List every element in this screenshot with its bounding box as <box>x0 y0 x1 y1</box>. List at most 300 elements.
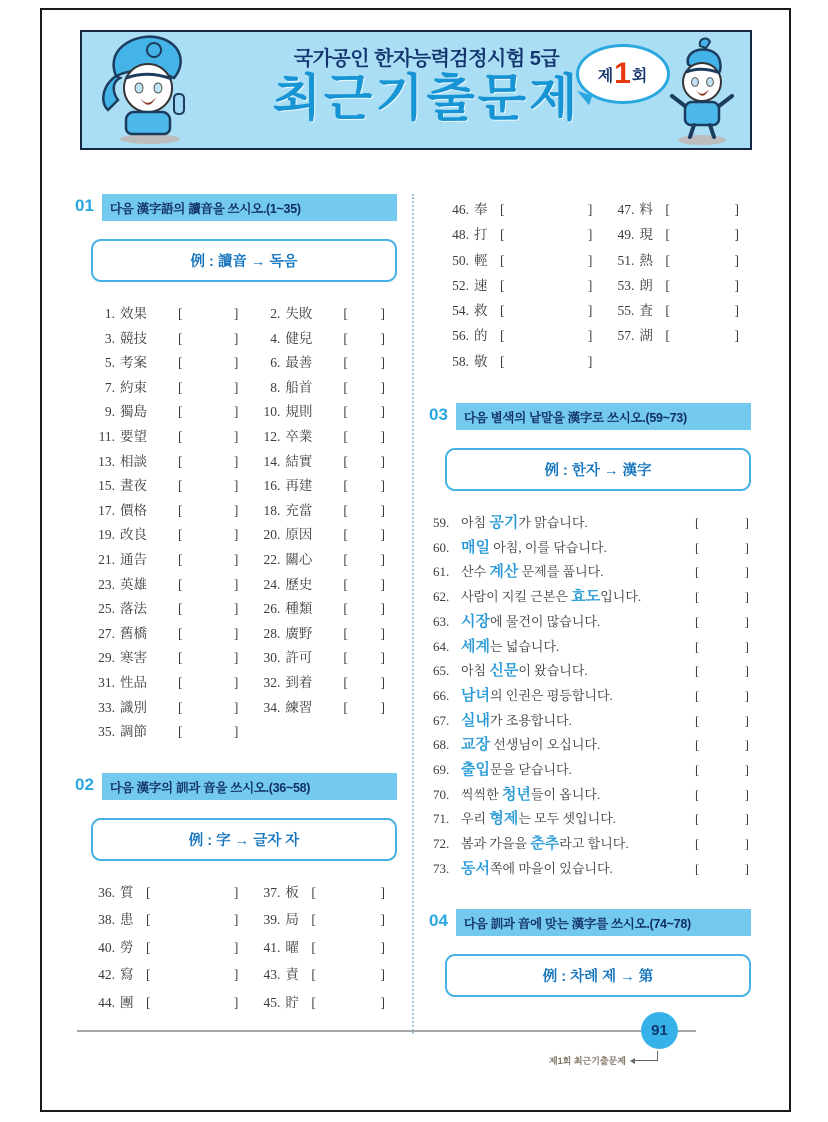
answer-bracket-close: ] <box>380 428 385 444</box>
answer-brackets <box>695 639 751 655</box>
sentence-text <box>461 560 603 581</box>
answer-bracket-close: ] <box>744 687 749 703</box>
question-item <box>85 597 250 622</box>
answer-bracket-open: [ <box>178 355 183 371</box>
sentence-item <box>433 585 751 610</box>
answer-bracket-open: [ <box>311 939 316 955</box>
answer-bracket-open: [ <box>311 967 316 983</box>
answer-bracket-close: ] <box>380 478 385 494</box>
answer-bracket-open: [ <box>343 478 348 494</box>
answer-bracket-close: ] <box>744 786 749 802</box>
hanja-word: 廣野 <box>285 625 313 641</box>
answer-bracket-open: [ <box>343 330 348 346</box>
sentence-pre: 아침 <box>461 663 490 679</box>
banner-titles <box>242 42 612 126</box>
question-item <box>85 499 250 524</box>
answer-bracket-open: [ <box>178 527 183 543</box>
hanja-word: 相談 <box>120 453 147 469</box>
highlight-word: 청년 <box>501 785 531 803</box>
hanja-word: 結實 <box>285 453 313 469</box>
question-item <box>604 299 751 324</box>
answer-bracket-open: [ <box>695 539 700 555</box>
hanja-word: 勞 <box>120 939 134 955</box>
sentence-post: 에 물건이 많습니다. <box>489 613 601 629</box>
question-item <box>85 400 250 425</box>
answer-bracket-open: [ <box>178 379 183 395</box>
hanja-word: 晝夜 <box>120 478 147 494</box>
question-item <box>250 327 397 352</box>
answer-bracket-close: ] <box>233 650 239 666</box>
answer-bracket-close: ] <box>744 836 749 852</box>
answer-bracket-open: [ <box>695 613 700 629</box>
answer-brackets <box>695 614 751 630</box>
question-item <box>250 499 397 524</box>
question-number: 56. <box>452 328 469 344</box>
example-box-3: 例 : 한자 → 漢字 <box>445 448 751 491</box>
question-item <box>85 573 250 598</box>
answer-bracket-close: ] <box>587 252 593 268</box>
answer-bracket-close: ] <box>233 306 239 321</box>
answer-bracket-open: [ <box>178 428 183 444</box>
question-item <box>250 302 397 327</box>
question-item <box>604 249 751 274</box>
hanja-word: 調節 <box>120 724 147 740</box>
question-number: 14. <box>263 453 281 469</box>
page <box>40 8 791 1112</box>
answer-bracket-open: [ <box>665 227 670 243</box>
answer-bracket-close: ] <box>744 564 749 580</box>
question-item <box>250 963 397 991</box>
answer-brackets <box>695 737 751 753</box>
hanja-word: 關心 <box>285 551 313 567</box>
answer-bracket-close: ] <box>380 674 385 690</box>
highlight-word: 계산 <box>489 563 519 581</box>
question-item <box>85 646 250 671</box>
footer-caption <box>549 1054 658 1067</box>
highlight-word: 실내 <box>461 711 490 729</box>
sentence-post: 입니다. <box>600 589 642 605</box>
answer-bracket-close: ] <box>380 404 385 420</box>
answer-bracket-open: [ <box>500 227 505 243</box>
sentence-post: 가 조용합니다. <box>489 712 572 728</box>
answer-bracket-open: [ <box>500 328 505 344</box>
answer-bracket-close: ] <box>380 884 385 900</box>
question-item <box>85 991 250 1019</box>
question-item <box>439 198 604 223</box>
hanja-word: 敬 <box>474 353 488 369</box>
question-number: 70. <box>433 786 450 802</box>
page-footer <box>77 1022 754 1076</box>
answer-bracket-open: [ <box>343 502 348 518</box>
answer-bracket-close: ] <box>744 737 749 753</box>
sentence-post: 는 넓습니다. <box>489 638 560 654</box>
highlight-word: 세계 <box>461 637 490 655</box>
sentence-text <box>461 832 629 853</box>
question-number: 9. <box>104 404 115 420</box>
answer-bracket-close: ] <box>233 551 239 567</box>
answer-bracket-close: ] <box>744 663 749 679</box>
answer-bracket-open: [ <box>695 663 700 679</box>
answer-bracket-open: [ <box>665 277 670 293</box>
hanja-word: 價格 <box>120 502 147 518</box>
answer-bracket-open: [ <box>343 674 348 690</box>
header-banner <box>80 30 752 150</box>
sentence-item <box>433 511 751 536</box>
answer-bracket-close: ] <box>587 227 593 243</box>
answer-bracket-close: ] <box>233 674 239 690</box>
answer-bracket-close: ] <box>734 252 739 268</box>
answer-brackets <box>695 861 751 877</box>
answer-bracket-open: [ <box>665 328 670 344</box>
question-number: 67. <box>433 712 450 728</box>
answer-brackets <box>695 663 751 679</box>
answer-bracket-close: ] <box>744 811 749 827</box>
question-number: 49. <box>617 227 635 243</box>
question-item <box>250 425 397 450</box>
answer-bracket-close: ] <box>734 202 739 217</box>
hanja-word: 船首 <box>285 379 313 395</box>
answer-bracket-close: ] <box>380 330 385 346</box>
hanja-word: 救 <box>474 303 488 319</box>
hanja-word: 速 <box>474 277 488 293</box>
answer-bracket-open: [ <box>178 453 183 469</box>
question-number: 60. <box>433 539 450 555</box>
sentence-pre: 사람이 지킬 근본은 <box>461 589 572 605</box>
answer-bracket-open: [ <box>343 601 348 617</box>
badge-number: 1 <box>614 57 631 90</box>
question-number: 48. <box>452 227 469 243</box>
sentence-text <box>461 758 572 779</box>
answer-bracket-close: ] <box>380 576 385 592</box>
answer-bracket-close: ] <box>233 724 239 740</box>
answer-bracket-close: ] <box>233 453 239 469</box>
sentence-item <box>433 635 751 660</box>
question-item <box>439 249 604 274</box>
answer-bracket-close: ] <box>744 860 749 876</box>
highlight-word: 교장 <box>461 736 490 754</box>
answer-bracket-close: ] <box>380 601 385 617</box>
answer-brackets <box>695 762 751 778</box>
hanja-word: 質 <box>120 884 134 900</box>
question-item <box>439 324 604 349</box>
hanja-word: 寫 <box>120 967 134 983</box>
question-number: 64. <box>433 638 450 654</box>
question-number: 68. <box>433 737 450 753</box>
sentence-text <box>461 684 613 705</box>
question-number: 23. <box>98 576 115 592</box>
question-number: 37. <box>263 884 281 900</box>
question-number: 19. <box>98 527 115 543</box>
section-1-title: 다음 漢字語의 讀音을 쓰시오.(1~35) <box>102 194 397 221</box>
highlight-word: 효도 <box>571 588 601 606</box>
sentence-post: 이 왔습니다. <box>518 663 588 679</box>
highlight-word: 남녀 <box>461 686 490 704</box>
section-4-number: 04 <box>429 911 448 931</box>
question-item <box>250 474 397 499</box>
answer-bracket-open: [ <box>178 724 183 740</box>
hanja-word: 湖 <box>639 328 653 344</box>
question-item <box>250 936 397 964</box>
question-number: 73. <box>433 860 450 876</box>
sentence-pre: 아침 <box>461 515 490 531</box>
mascot-left-icon <box>92 28 210 146</box>
answer-bracket-open: [ <box>178 674 183 690</box>
answer-brackets <box>695 787 751 803</box>
answer-bracket-open: [ <box>695 712 700 728</box>
answer-bracket-close: ] <box>744 761 749 777</box>
question-number: 46. <box>452 202 469 217</box>
question-item <box>250 351 397 376</box>
sentence-post: 의 인권은 평등합니다. <box>489 687 613 703</box>
answer-bracket-close: ] <box>233 912 239 928</box>
highlight-word: 시장 <box>461 612 490 630</box>
answer-bracket-open: [ <box>343 453 348 469</box>
hanja-word: 規則 <box>285 404 313 420</box>
question-number: 45. <box>263 994 281 1010</box>
answer-bracket-close: ] <box>380 967 385 983</box>
section-1-number: 01 <box>75 196 94 215</box>
answer-bracket-close: ] <box>734 328 739 344</box>
section-1-header <box>75 194 397 221</box>
answer-bracket-open: [ <box>146 967 151 983</box>
hanja-word: 落法 <box>120 601 147 617</box>
question-item <box>85 908 250 936</box>
question-number: 33. <box>98 699 115 715</box>
hanja-word: 約束 <box>120 379 147 395</box>
hanja-word: 奉 <box>474 202 488 217</box>
hanja-word: 朗 <box>639 277 653 293</box>
answer-bracket-open: [ <box>695 811 700 827</box>
answer-bracket-close: ] <box>380 502 385 518</box>
question-item <box>250 400 397 425</box>
answer-bracket-open: [ <box>665 202 670 217</box>
question-number: 24. <box>263 576 281 592</box>
sentence-post: 아침, 이를 닦습니다. <box>489 539 607 555</box>
answer-bracket-close: ] <box>233 625 239 641</box>
question-number: 69. <box>433 761 450 777</box>
answer-bracket-close: ] <box>587 277 593 293</box>
sentence-post: 쪽에 마을이 있습니다. <box>489 860 613 876</box>
answer-bracket-open: [ <box>695 860 700 876</box>
answer-bracket-open: [ <box>311 912 316 928</box>
question-item <box>85 523 250 548</box>
question-item <box>439 274 604 299</box>
sentence-text <box>461 536 607 557</box>
answer-brackets <box>695 540 751 556</box>
question-item <box>604 324 751 349</box>
hanja-word: 責 <box>285 967 299 983</box>
answer-bracket-close: ] <box>734 303 739 319</box>
question-number: 38. <box>98 912 115 928</box>
hanja-word: 熱 <box>639 252 653 268</box>
question-item <box>85 881 250 909</box>
answer-bracket-open: [ <box>500 202 505 217</box>
answer-bracket-open: [ <box>343 699 348 715</box>
question-item <box>85 720 250 745</box>
sentence-pre: 봄과 가을을 <box>461 836 531 852</box>
answer-bracket-open: [ <box>500 353 505 369</box>
hanja-word: 寒害 <box>120 650 147 666</box>
answer-bracket-open: [ <box>343 576 348 592</box>
answer-bracket-open: [ <box>343 306 348 321</box>
question-number: 44. <box>98 994 115 1010</box>
question-number: 22. <box>263 551 281 567</box>
hanja-word: 識別 <box>120 699 147 715</box>
answer-bracket-open: [ <box>178 551 183 567</box>
hanja-word: 考案 <box>120 355 147 371</box>
answer-brackets <box>695 811 751 827</box>
answer-bracket-close: ] <box>380 650 385 666</box>
question-item <box>85 327 250 352</box>
footer-caption-text: 제1회 최근기출문제 <box>548 1056 626 1066</box>
question-item <box>85 622 250 647</box>
question-item <box>250 671 397 696</box>
answer-bracket-open: [ <box>665 252 670 268</box>
question-item <box>439 223 604 248</box>
question-number: 41. <box>263 939 281 955</box>
answer-bracket-close: ] <box>380 939 385 955</box>
question-number: 58. <box>452 353 469 369</box>
section-2-header <box>75 773 397 800</box>
question-item <box>250 450 397 475</box>
hanja-word: 通告 <box>120 551 147 567</box>
question-number: 21. <box>98 551 115 567</box>
hanja-word: 健兒 <box>285 330 313 346</box>
question-number: 16. <box>263 478 281 494</box>
question-number: 66. <box>433 687 450 703</box>
question-item <box>85 450 250 475</box>
answer-bracket-close: ] <box>744 515 749 531</box>
question-item <box>250 908 397 936</box>
sentence-item <box>433 758 751 783</box>
hanja-word: 團 <box>120 994 134 1010</box>
badge-pre: 제 <box>597 67 614 85</box>
question-number: 3. <box>104 330 115 346</box>
answer-bracket-close: ] <box>233 884 239 900</box>
question-number: 57. <box>617 328 635 344</box>
answer-bracket-close: ] <box>380 551 385 567</box>
sentence-text <box>461 585 641 606</box>
sentence-pre: 씩씩한 <box>461 786 502 802</box>
question-number: 35. <box>98 724 115 740</box>
hanja-word: 失敗 <box>285 306 313 321</box>
hanja-word: 練習 <box>285 699 313 715</box>
hanja-word: 曜 <box>285 939 299 955</box>
answer-bracket-open: [ <box>178 502 183 518</box>
answer-bracket-close: ] <box>587 328 593 344</box>
exam-subtitle: 국가공인 한자능력검정시험 5급 <box>293 48 560 70</box>
question-number: 53. <box>617 277 635 293</box>
answer-bracket-open: [ <box>178 404 183 420</box>
highlight-word: 신문 <box>489 662 519 680</box>
answer-bracket-open: [ <box>695 687 700 703</box>
hanja-word: 要望 <box>120 428 147 444</box>
question-number: 6. <box>270 355 281 371</box>
answer-bracket-close: ] <box>233 576 239 592</box>
question-item <box>85 936 250 964</box>
answer-bracket-open: [ <box>146 884 151 900</box>
hanja-word: 改良 <box>120 527 147 543</box>
question-number: 1. <box>104 306 115 321</box>
question-item <box>250 696 397 721</box>
answer-bracket-open: [ <box>178 478 183 494</box>
question-list-1 <box>75 302 397 745</box>
answer-bracket-close: ] <box>380 994 385 1010</box>
answer-bracket-close: ] <box>233 967 239 983</box>
question-number: 8. <box>270 379 281 395</box>
sentence-post: 라고 합니다. <box>559 836 629 852</box>
question-number: 36. <box>98 884 115 900</box>
sentence-list-3 <box>429 511 751 881</box>
hanja-word: 舊橋 <box>120 625 147 641</box>
answer-bracket-open: [ <box>311 994 316 1010</box>
question-item <box>250 881 397 909</box>
answer-bracket-open: [ <box>343 527 348 543</box>
question-item <box>250 597 397 622</box>
example-box-2: 例 : 字 → 글자 자 <box>91 818 397 861</box>
section-3-number: 03 <box>429 405 448 425</box>
question-number: 62. <box>433 589 450 605</box>
question-item <box>439 350 604 375</box>
sentence-pre: 산수 <box>461 564 490 580</box>
question-number: 29. <box>98 650 115 666</box>
answer-bracket-open: [ <box>665 303 670 319</box>
question-number: 17. <box>98 502 115 518</box>
question-number: 59. <box>433 515 450 531</box>
sentence-post: 선생님이 오십니다. <box>489 737 601 753</box>
highlight-word: 매일 <box>461 538 490 556</box>
question-item <box>604 274 751 299</box>
answer-bracket-close: ] <box>233 502 239 518</box>
answer-bracket-close: ] <box>380 912 385 928</box>
sentence-item <box>433 709 751 734</box>
question-number: 34. <box>263 699 281 715</box>
answer-brackets <box>695 713 751 729</box>
badge-post: 회 <box>631 67 648 85</box>
question-number: 42. <box>98 967 115 983</box>
answer-bracket-open: [ <box>178 650 183 666</box>
answer-brackets <box>695 836 751 852</box>
page-title: 최근기출문제 <box>272 70 581 126</box>
question-number: 39. <box>263 912 281 928</box>
question-number: 40. <box>98 939 115 955</box>
question-number: 28. <box>263 625 281 641</box>
column-divider <box>412 194 414 1034</box>
answer-bracket-close: ] <box>233 404 239 420</box>
question-number: 12. <box>263 428 281 444</box>
hanja-word: 査 <box>639 303 653 319</box>
answer-bracket-close: ] <box>587 202 593 217</box>
sentence-item <box>433 733 751 758</box>
question-number: 26. <box>263 601 281 617</box>
answer-brackets <box>695 564 751 580</box>
question-number: 63. <box>433 613 450 629</box>
mascot-right-icon <box>660 34 746 146</box>
sentence-post: 가 맑습니다. <box>518 515 588 531</box>
sentence-item <box>433 807 751 832</box>
answer-bracket-close: ] <box>380 453 385 469</box>
hanja-word: 的 <box>474 328 488 344</box>
example-box-1: 例 : 讀音 → 독음 <box>91 239 397 282</box>
answer-bracket-open: [ <box>178 601 183 617</box>
answer-brackets <box>695 688 751 704</box>
sentence-item <box>433 560 751 585</box>
answer-bracket-close: ] <box>734 227 739 243</box>
answer-bracket-open: [ <box>311 884 316 900</box>
answer-bracket-open: [ <box>178 699 183 715</box>
hanja-word: 種類 <box>285 601 313 617</box>
highlight-word: 출입 <box>461 760 490 778</box>
